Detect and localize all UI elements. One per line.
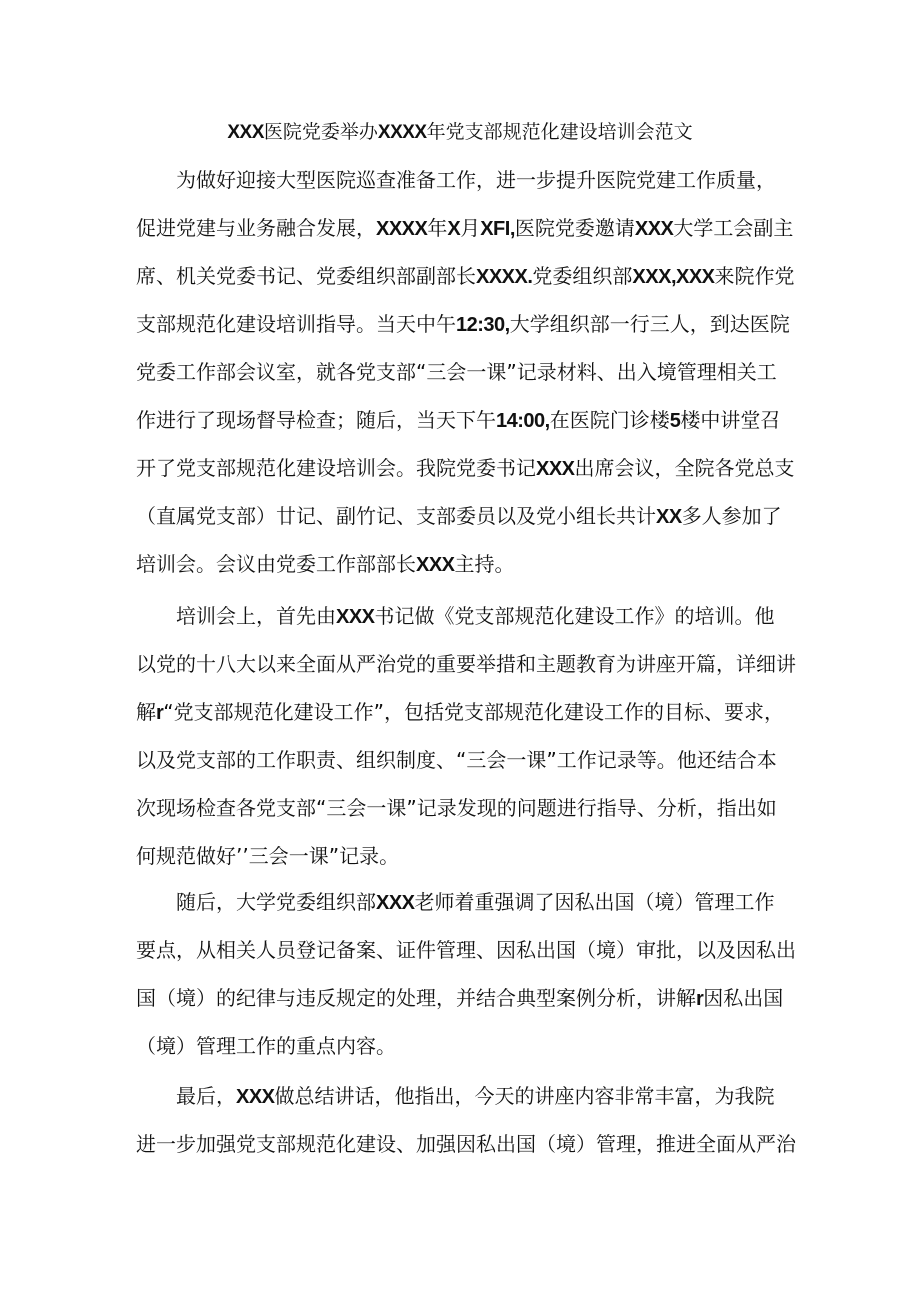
paragraph-1-line-1: 为做好迎接大型医院巡查准备工作，进一步提升医院党建工作质量，	[176, 168, 776, 192]
document-title: XXX医院党委举办XXXX年党支部规范化建设培训会范文	[227, 121, 693, 143]
paragraph-2-line-6: 何规范做好’’三会一课”记录。	[136, 844, 400, 868]
paragraph-4-line-2: 进一步加强党支部规范化建设、加强因私出国（境）管理，推进全面从严治	[136, 1132, 796, 1156]
paragraph-1-line-2: 促进党建与业务融合发展，XXXX年X月XFI,医院党委邀请XXX大学工会副主	[136, 216, 794, 240]
paragraph-1-line-3: 席、机关党委书记、党委组织部副部长XXXX.党委组织部XXX,XXX来院作党	[136, 264, 795, 288]
paragraph-3-line-2: 要点，从相关人员登记备案、证件管理、因私出国（境）审批，以及因私出	[136, 938, 796, 962]
paragraph-1-line-4: 支部规范化建设培训指导。当天中午12:30,大学组织部一行三人，到达医院	[136, 312, 790, 336]
paragraph-3-line-4: （境）管理工作的重点内容。	[136, 1034, 396, 1058]
paragraph-3-line-1: 随后，大学党委组织部XXX老师着重强调了因私出国（境）管理工作	[176, 890, 775, 914]
paragraph-2-line-4: 以及党支部的工作职责、组织制度、“三会一课”工作记录等。他还结合本	[136, 748, 777, 772]
paragraph-3-line-3: 国（境）的纪律与违反规定的处理，并结合典型案例分析，讲解r因私出国	[136, 986, 784, 1010]
paragraph-4-line-1: 最后，XXX做总结讲话，他指出，今天的讲座内容非常丰富，为我院	[176, 1084, 775, 1108]
paragraph-2-line-3: 解r“党支部规范化建设工作”，包括党支部规范化建设工作的目标、要求，	[136, 700, 785, 724]
paragraph-2-line-2: 以党的十八大以来全面从严治党的重要举措和主题教育为讲座开篇，详细讲	[136, 652, 796, 676]
paragraph-2-line-1: 培训会上，首先由XXX书记做《党支部规范化建设工作》的培训。他	[176, 604, 775, 628]
paragraph-2-line-5: 次现场检查各党支部“三会一课”记录发现的问题进行指导、分析，指出如	[136, 796, 777, 820]
paragraph-1-line-8: （直属党支部）廿记、副竹记、支部委员以及党小组长共计XX多人参加了	[136, 504, 782, 528]
paragraph-1-line-9: 培训会。会议由党委工作部部长XXX主持。	[136, 552, 515, 576]
paragraph-1-line-5: 党委工作部会议室，就各党支部“三会一课”记录材料、出入境管理相关工	[136, 360, 777, 384]
paragraph-1-line-6: 作进行了现场督导检查；随后，当天下午14:00,在医院门诊楼5楼中讲堂召	[136, 408, 781, 432]
paragraph-1-line-7: 开了党支部规范化建设培训会。我院党委书记XXX出席会议，全院各党总支	[136, 456, 795, 480]
